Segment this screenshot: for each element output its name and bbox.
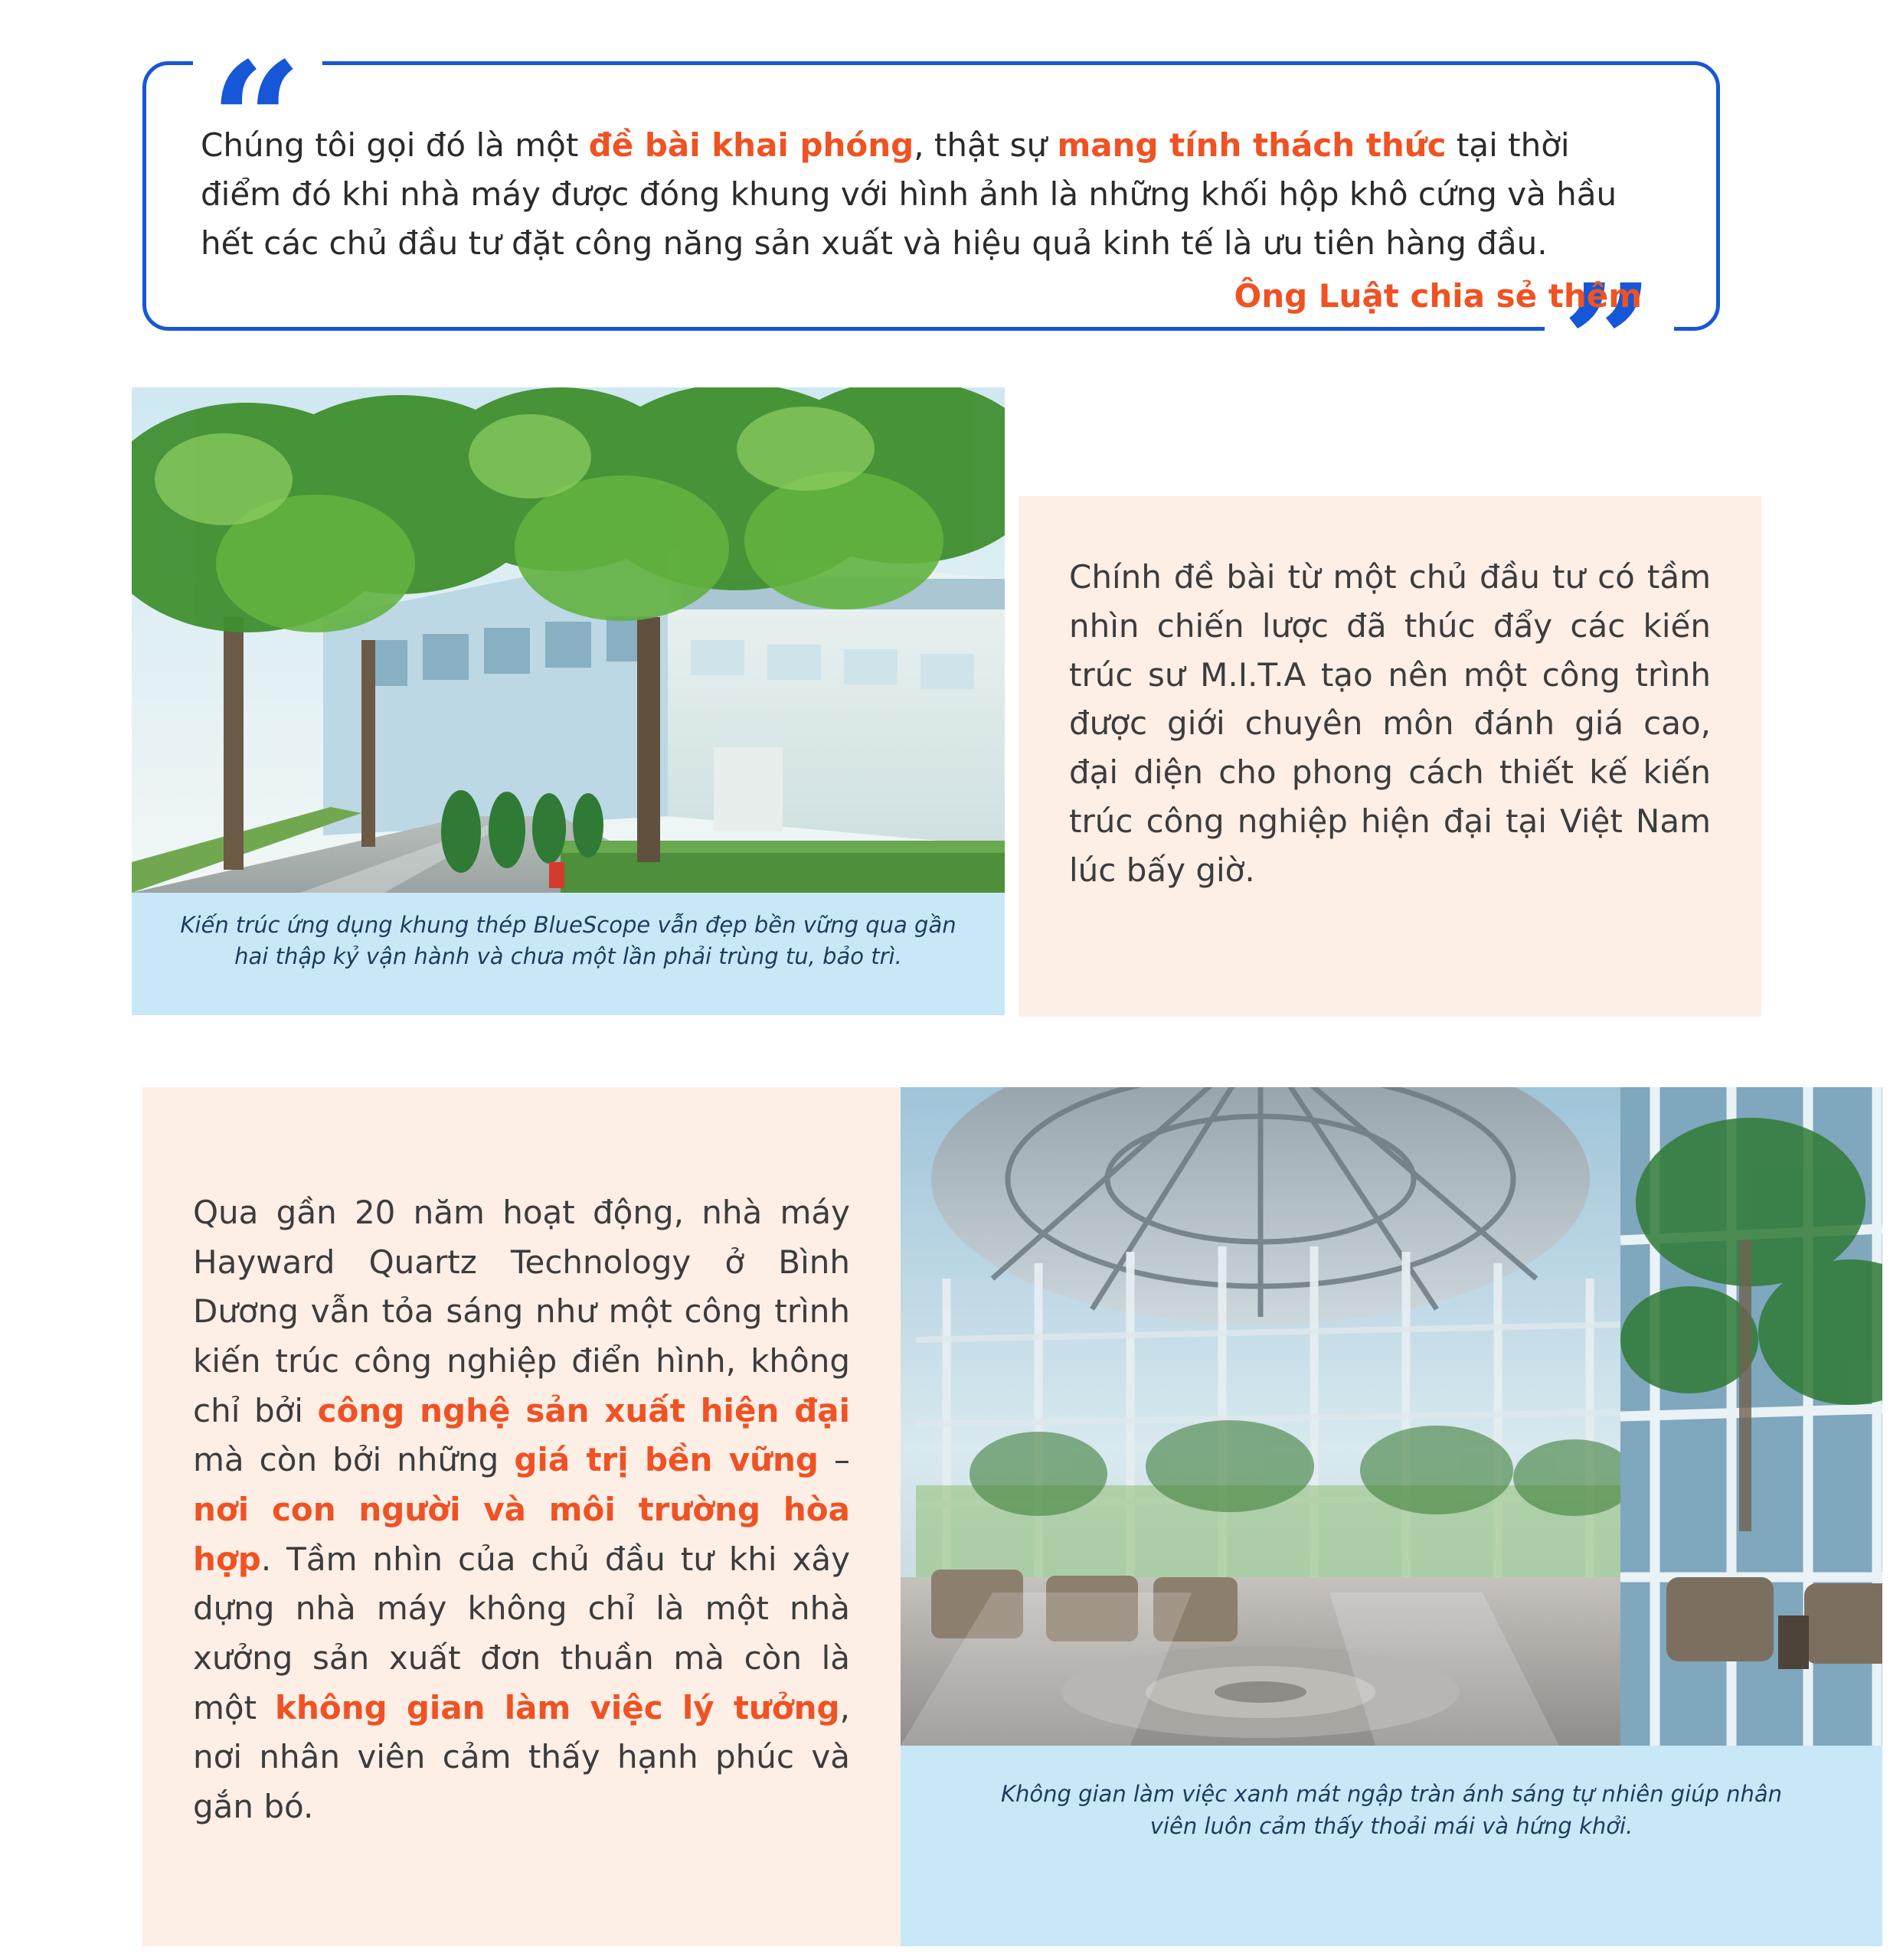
highlighted-phrase: công nghệ sản xuất hiện đại [317,1391,850,1429]
intro-paragraph-card [1019,496,1761,1017]
section-row-one [0,383,1890,1018]
factory-exterior-illustration [132,387,1005,893]
section-row-two [0,1087,1890,1945]
highlighted-phrase: không gian làm việc lý tưởng [275,1688,840,1726]
text-run: – [818,1441,850,1479]
glass-atrium-lobby-photo [901,1087,1882,1746]
photo-caption-one: Kiến trúc ứng dụng khung thép BlueScope vẫn đẹp bền vững qua gần hai thập kỷ vận hành và chưa một lần phải trùng tu, bảo trì. [132,893,1005,1015]
glass-atrium-illustration [901,1087,1882,1746]
text-run: tại thời điểm đó khi nhà máy được đóng khung với hình ảnh là những khối hộp khô cứng và hầu hết các chủ đầu tư đặt công năng sản xuất và hiệu quả kinh tế là ưu tiên hàng đầu. [201,126,1617,262]
text-run: mà còn bởi những [193,1441,515,1479]
text-run: , nơi nhân viên cảm thấy hạnh phúc và gắn bó. [193,1688,850,1826]
body-paragraph-card [142,1087,901,1946]
quote-open-mark: “ [193,41,322,202]
pull-quote-text [201,121,1656,267]
highlighted-phrase: đề bài khai phóng [588,126,914,164]
pull-quote-attribution: Ông Luật chia sẻ thêm [1234,277,1642,315]
highlighted-phrase: giá trị bền vững [514,1441,819,1479]
highlighted-phrase: mang tính thách thức [1057,126,1447,164]
text-run: . Tầm nhìn của chủ đầu tư khi xây dựng nhà máy không chỉ là một nhà xưởng sản xuất đơn thuần mà còn là một [193,1540,850,1726]
photo-caption-two: Không gian làm việc xanh mát ngập tràn ánh sáng tự nhiên giúp nhân viên luôn cảm thấy thoải mái và hứng khởi. [901,1746,1882,1946]
text-run: Chúng tôi gọi đó là một [201,126,589,164]
factory-exterior-photo [132,387,1005,893]
intro-paragraph-text: Chính đề bài từ một chủ đầu tư có tầm nhìn chiến lược đã thúc đẩy các kiến trúc sư M.I.T.A tạo nên một công trình được giới chuyên môn đánh giá cao, đại diện cho phong cách thiết kế kiến trúc công nghiệp hiện đại tại Việt Nam lúc bấy giờ. [1069,558,1711,889]
quote-close-mark: ” [1545,263,1674,424]
body-paragraph-text [193,1188,850,1832]
text-run: Qua gần 20 năm hoạt động, nhà máy Hayward Quartz Technology ở Bình Dương vẫn tỏa sáng như một công trình kiến trúc công nghiệp điển hình, không chỉ bởi [193,1194,850,1429]
pull-quote-block [142,27,1740,438]
highlighted-phrase: nơi con người và môi trường hòa hợp [193,1491,850,1578]
text-run: , thật sự [914,126,1058,164]
